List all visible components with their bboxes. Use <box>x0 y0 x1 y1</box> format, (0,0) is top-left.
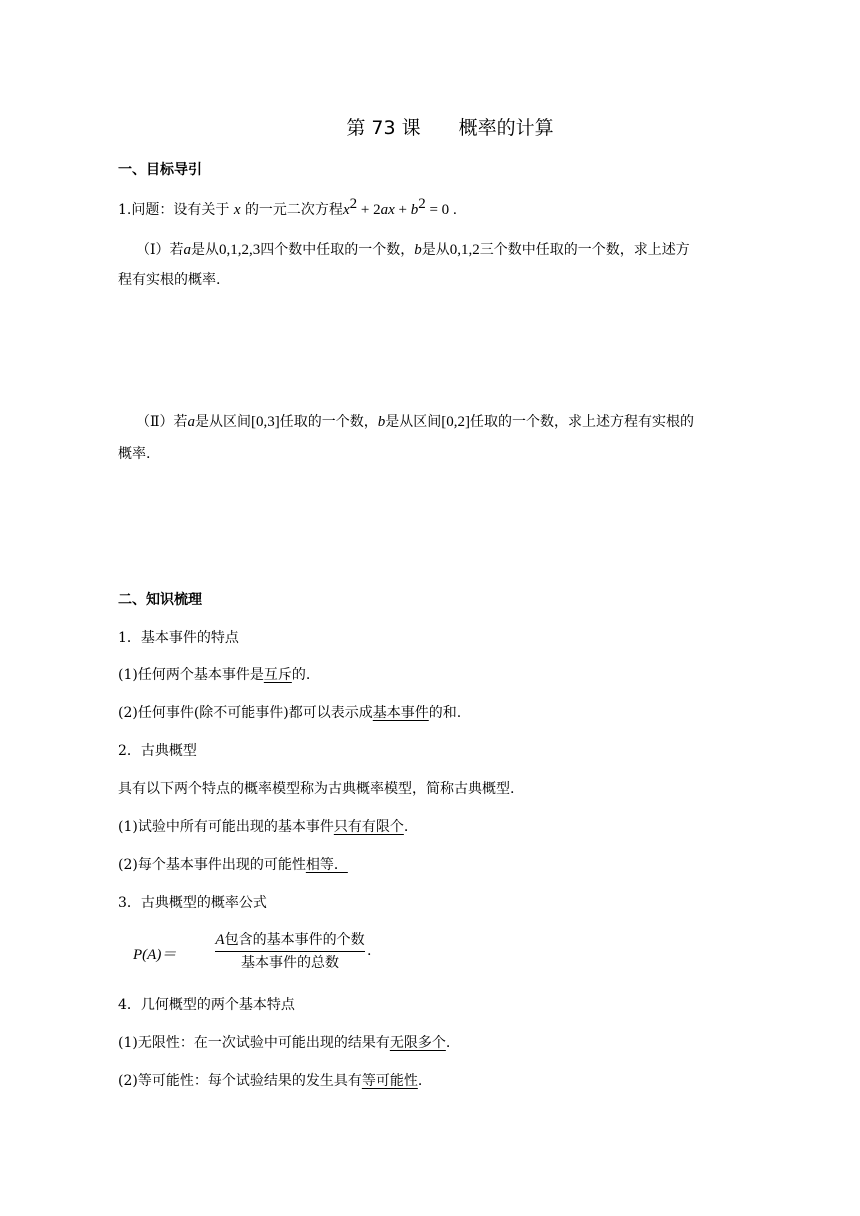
section-heading-goals: 一、目标导引 <box>118 162 202 178</box>
item-4-title: 4．几何概型的两个基本特点 <box>118 997 295 1013</box>
problem-statement: 1.问题：设有关于 x 的一元二次方程$x^2 + 2ax + b^2 = 0$ . <box>118 196 457 218</box>
blank-answer: 相等． <box>305 857 348 873</box>
quadratic-equation: $x^2 + 2ax + b^2 = 0$ . <box>342 196 457 218</box>
item-2-title: 2．古典概型 <box>118 743 197 759</box>
formula-denominator: 基本事件的总数 <box>241 955 339 971</box>
fraction-bar <box>215 951 365 952</box>
lesson-topic: 概率的计算 <box>458 117 554 139</box>
item-4-a: (1)无限性：在一次试验中可能出现的结果有无限多个. <box>118 1035 451 1051</box>
blank-answer: 基本事件 <box>372 705 429 721</box>
blank-answer: 无限多个 <box>389 1035 446 1051</box>
item-1-b: (2)任何事件(除不可能事件)都可以表示成基本事件的和. <box>118 705 462 721</box>
part-1-line-1: （Ⅰ）若a是从0,1,2,3四个数中任取的一个数，b是从0,1,2三个数中任取的一个数，求上述方 <box>136 242 690 258</box>
item-2-b: (2)每个基本事件出现的可能性相等． <box>118 857 348 873</box>
item-2-a: (1)试验中所有可能出现的基本事件只有有限个. <box>118 819 409 835</box>
blank-answer: 互斥 <box>263 667 292 683</box>
item-4-b: (2)等可能性：每个试验结果的发生具有等可能性. <box>118 1073 423 1089</box>
part-2-line-2: 概率. <box>118 446 151 462</box>
item-3-title: 3．古典概型的概率公式 <box>118 895 267 911</box>
document-page: 第 73 课 概率的计算 一、目标导引 1.问题：设有关于 x 的一元二次方程$x^2 + 2ax + b^2 = 0$ . （Ⅰ）若a是从0,1,2,3四个数中任取的一个数，b是从0,1,2三个数中任取的一个数，求上述方 程有实根的概率. （Ⅱ）若a是从区间[0,3]任取的一个数，b是从区间[0,2]任取的一个数，求上述方程有实根的 概率. 二、知识梳理 1．基本事件的特点 (1)任何两个基本事件是互斥的. (2)任何事件(除不可能事件)都可以表示成基本事件的和. 2．古典概型 具有以下两个特点的概率模型称为古典概率模型，简称古典概型. (1)试验中所有可能出现的基本事件只有有限个. (2)每个基本事件出现的可能性相等． 3．古典概型的概率公式 P(A)＝ A包含的基本事件的个数 基本事件的总数 . 4．几何概型的两个基本特点 (1)无限性：在一次试验中可能出现的结果有无限多个. (2)等可能性：每个试验结果的发生具有等可能性. <box>0 0 860 1216</box>
blank-answer: 等可能性 <box>361 1073 418 1089</box>
blank-answer: 只有有限个 <box>333 819 404 835</box>
item-2-desc: 具有以下两个特点的概率模型称为古典概率模型，简称古典概型. <box>118 781 515 797</box>
page-title <box>0 116 860 140</box>
item-1-a: (1)任何两个基本事件是互斥的. <box>118 667 311 683</box>
lesson-number: 第 73 课 <box>346 117 421 139</box>
section-heading-knowledge: 二、知识梳理 <box>118 592 202 608</box>
item-1-title: 1．基本事件的特点 <box>118 630 239 646</box>
part-1-line-2: 程有实根的概率. <box>118 272 221 288</box>
formula-numerator: A包含的基本事件的个数 <box>215 932 365 948</box>
part-2-line-1: （Ⅱ）若a是从区间[0,3]任取的一个数，b是从区间[0,2]任取的一个数，求上述方程有实根的 <box>136 414 695 430</box>
